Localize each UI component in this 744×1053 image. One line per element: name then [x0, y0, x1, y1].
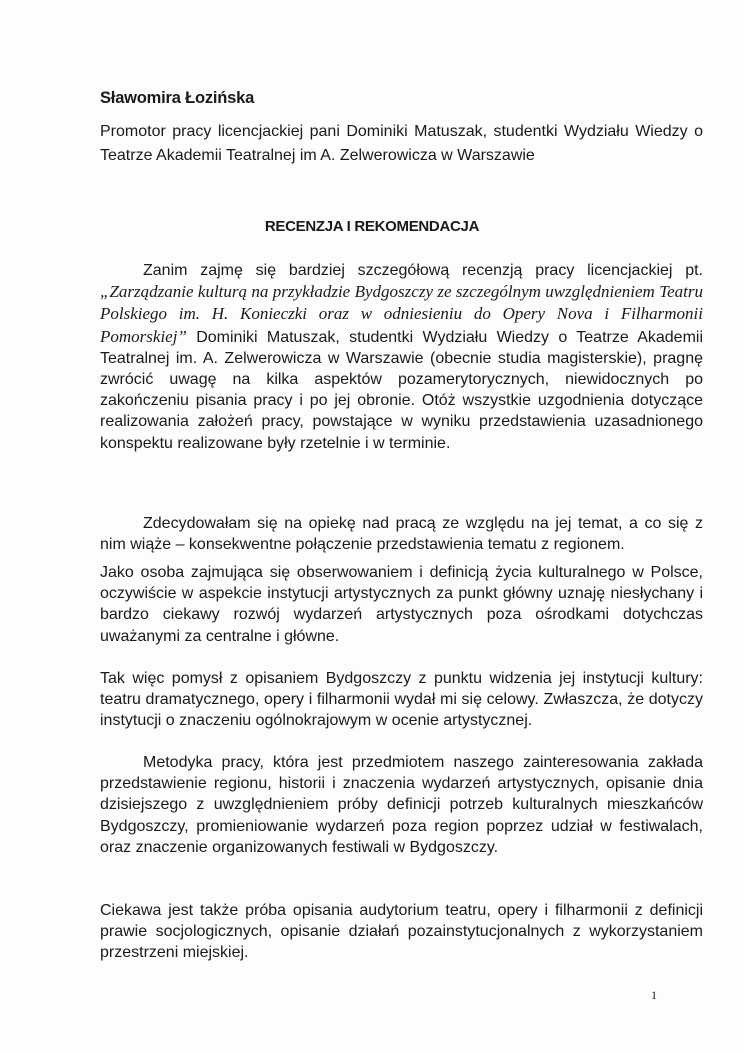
paragraph-intro-rest: Dominiki Matuszak, studentki Wydziału Wiedzy o Teatrze Akademii Teatralnej im. A. Zelwerowicza w Warszawie (obecnie studia magisterskie), pragnę zwrócić uwagę na kilka aspektów pozamerytorycznych, niewidocznych po zakończeniu pisania pracy i po jej obronie. Otóż wszystkie uzgodnienia dotyczące realizowania założeń pracy, powstające w wyniku przedstawienia uzasadnionego konspektu realizowane były rzetelnie i w terminie.	[100, 328, 703, 452]
paragraph-cultural-life: Jako osoba zajmująca się obserwowaniem i definicją życia kulturalnego w Polsce, oczywiście w aspekcie instytucji artystycznych za punkt główny uznaję niesłychany i bardzo ciekawy rozwój wydarzeń artystycznych poza ośrodkami dotychczas uważanymi za centralne i główne.	[100, 564, 703, 645]
paragraph-topic: Zdecydowałam się na opiekę nad pracą ze względu na jej temat, a co się z nim wiąże – konsekwentne połączenie przedstawienia tematu z regionem.	[100, 515, 703, 554]
paragraph-methodology: Metodyka pracy, która jest przedmiotem naszego zainteresowania zakłada przedstawienie regionu, historii i znaczenia wydarzeń artystycznych, opisanie dnia dzisiejszego z uwzględnieniem próby definicji potrzeb kulturalnych mieszkańców Bydgoszczy, promieniowanie wydarzeń poza region poprzez udział w festiwalach, oraz znaczenie organizowanych festiwali w Bydgoszczy.	[100, 754, 703, 856]
thesis-title: „Zarządzanie kulturą na przykładzie Bydgoszczy ze szczególnym uwzględnieniem Teatru Polskiego im. H. Konieczki oraz w odniesieniu do Opery Nova i Filharmonii Pomorskiej”	[100, 282, 703, 346]
paragraph-bydgoszcz: Tak więc pomysł z opisaniem Bydgoszczy z punktu widzenia jej instytucji kultury: teatru dramatycznego, opery i filharmonii wydał mi się celowy. Zwłaszcza, że dotyczy instytucji o znaczeniu ogólnokrajowym w ocenie artystycznej.	[100, 670, 703, 730]
page-number: 1	[651, 988, 657, 1002]
paragraph-audience: Ciekawa jest także próba opisania audytorium teatru, opery i filharmonii z definicji prawie socjologicznych, opisanie działań pozainstytucjonalnych z wykorzystaniem przestrzeni miejskiej.	[100, 902, 703, 962]
paragraph-intro	[100, 260, 703, 454]
paragraph-intro-lead: Zanim zajmę się bardziej szczegółową recenzją pracy licencjackiej pt.	[143, 262, 703, 279]
document-heading: RECENZJA I REKOMENDACJA	[264, 218, 480, 235]
subtitle: Promotor pracy licencjackiej pani Dominiki Matuszak, studentki Wydziału Wiedzy o Teatrze Akademii Teatralnej im A. Zelwerowicza w Warszawie	[100, 123, 703, 164]
author-name: Sławomira Łozińska	[100, 89, 255, 107]
